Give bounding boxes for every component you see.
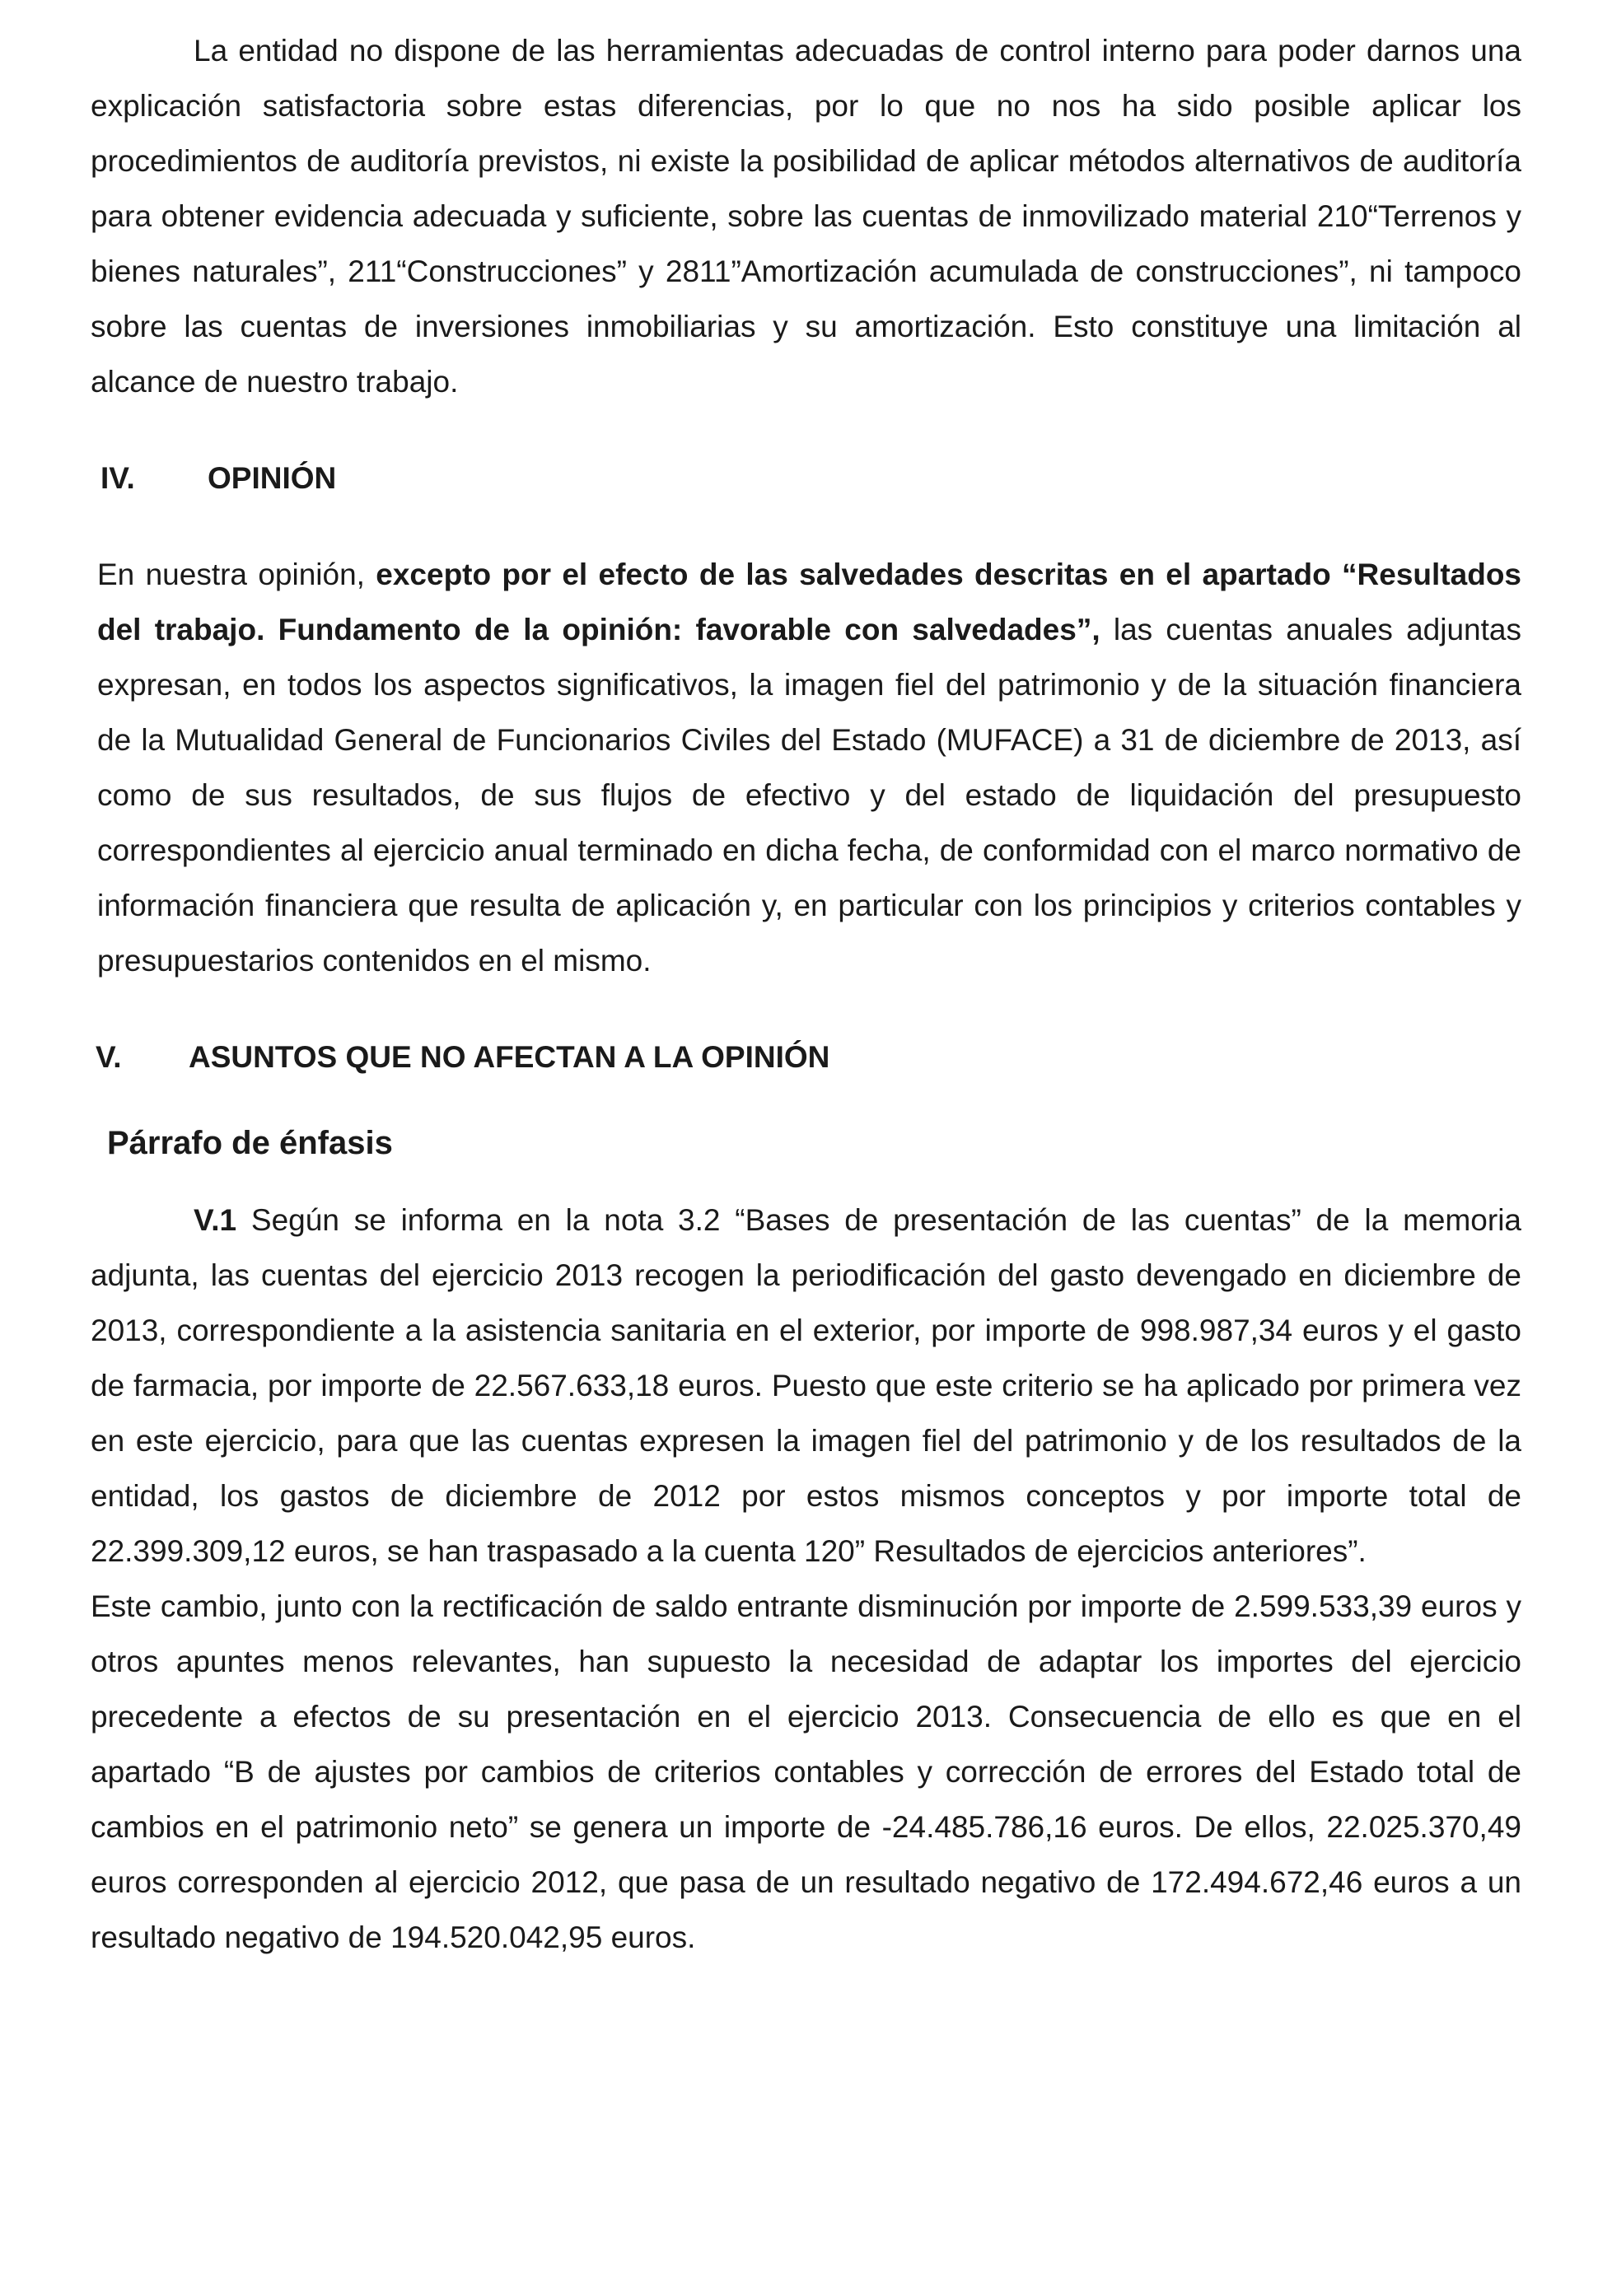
paragraph-v1 — [91, 1192, 1521, 1579]
paragraph-limitacion — [91, 23, 1521, 409]
section-number: IV. — [100, 461, 135, 495]
section-heading-iv — [91, 450, 1521, 506]
subheading-enfasis: Párrafo de énfasis — [107, 1125, 393, 1161]
section-title: ASUNTOS QUE NO AFECTAN A LA OPINIÓN — [189, 1040, 830, 1074]
section-heading-v — [91, 1029, 1521, 1085]
v1-text: Según se informa en la nota 3.2 “Bases de presentación de las cuentas” de la memoria adjunta, las cuentas del ejercicio 2013 recogen la periodificación del gasto devengado en diciembre de 2013, correspondiente a la asistencia sanitaria en el exterior, por importe de 998.987,34 euros y el gasto de farmacia, por importe de 22.567.633,18 euros. Puesto que este criterio se ha aplicado por primera vez en este ejercicio, para que las cuentas expresen la imagen fiel del patrimonio y de los resultados de la entidad, los gastos de diciembre de 2012 por estos mismos conceptos y por importe total de 22.399.309,12 euros, se han traspasado a la cuenta 120” Resultados de ejercicios anteriores”. — [91, 1203, 1521, 1568]
opinion-rest: las cuentas anuales adjuntas expresan, en todos los aspectos significativos, la imagen fiel del patrimonio y de la situación financiera de la Mutualidad General de Funcionarios Civiles del Estado (MUFACE) a 31 de diciembre de 2013, así como de sus resultados, de sus flujos de efectivo y del estado de liquidación del presupuesto correspondientes al ejercicio anual terminado en dicha fecha, de conformidad con el marco normativo de información financiera que resulta de aplicación y, en particular con los principios y criterios contables y presupuestarios contenidos en el mismo. — [97, 613, 1521, 978]
section-number: V. — [96, 1040, 122, 1074]
paragraph-cambio: Este cambio, junto con la rectificación de saldo entrante disminución por importe de 2.599.533,39 euros y otros apuntes menos relevantes, han supuesto la necesidad de adaptar los importes del ejercicio precedente a efectos de su presentación en el ejercicio 2013. Consecuencia de ello es que en el apartado “B de ajustes por cambios de criterios contables y corrección de errores del Estado total de cambios en el patrimonio neto” se genera un importe de -24.485.786,16 euros. De ellos, 22.025.370,49 euros corresponden al ejercicio 2012, que pasa de un resultado negativo de 172.494.672,46 euros a un resultado negativo de 194.520.042,95 euros. — [91, 1589, 1521, 1954]
paragraph-limitacion-text: La entidad no dispone de las herramientas adecuadas de control interno para poder darnos una explicación satisfactoria sobre estas diferencias, por lo que no nos ha sido posible aplicar los procedimientos de auditoría previstos, ni existe la posibilidad de aplicar métodos alternativos de auditoría para obtener evidencia adecuada y suficiente, sobre las cuentas de inmovilizado material 210“Terrenos y bienes naturales”, 211“Construcciones” y 2811”Amortización acumulada de construcciones”, ni tampoco sobre las cuentas de inversiones inmobiliarias y su amortización. Esto constituye una limitación al alcance de nuestro trabajo. — [91, 34, 1521, 399]
v1-label: V.1 — [194, 1203, 237, 1237]
opinion-lead: En nuestra opinión, — [97, 558, 376, 591]
opinion-bold: excepto por el efecto de las salvedades descritas en el apartado “Resultados del trabajo. Fundamento de la opinión: favorable con salvedades”, — [97, 558, 1521, 646]
paragraph-opinion — [91, 547, 1521, 988]
section-title: OPINIÓN — [208, 461, 337, 495]
